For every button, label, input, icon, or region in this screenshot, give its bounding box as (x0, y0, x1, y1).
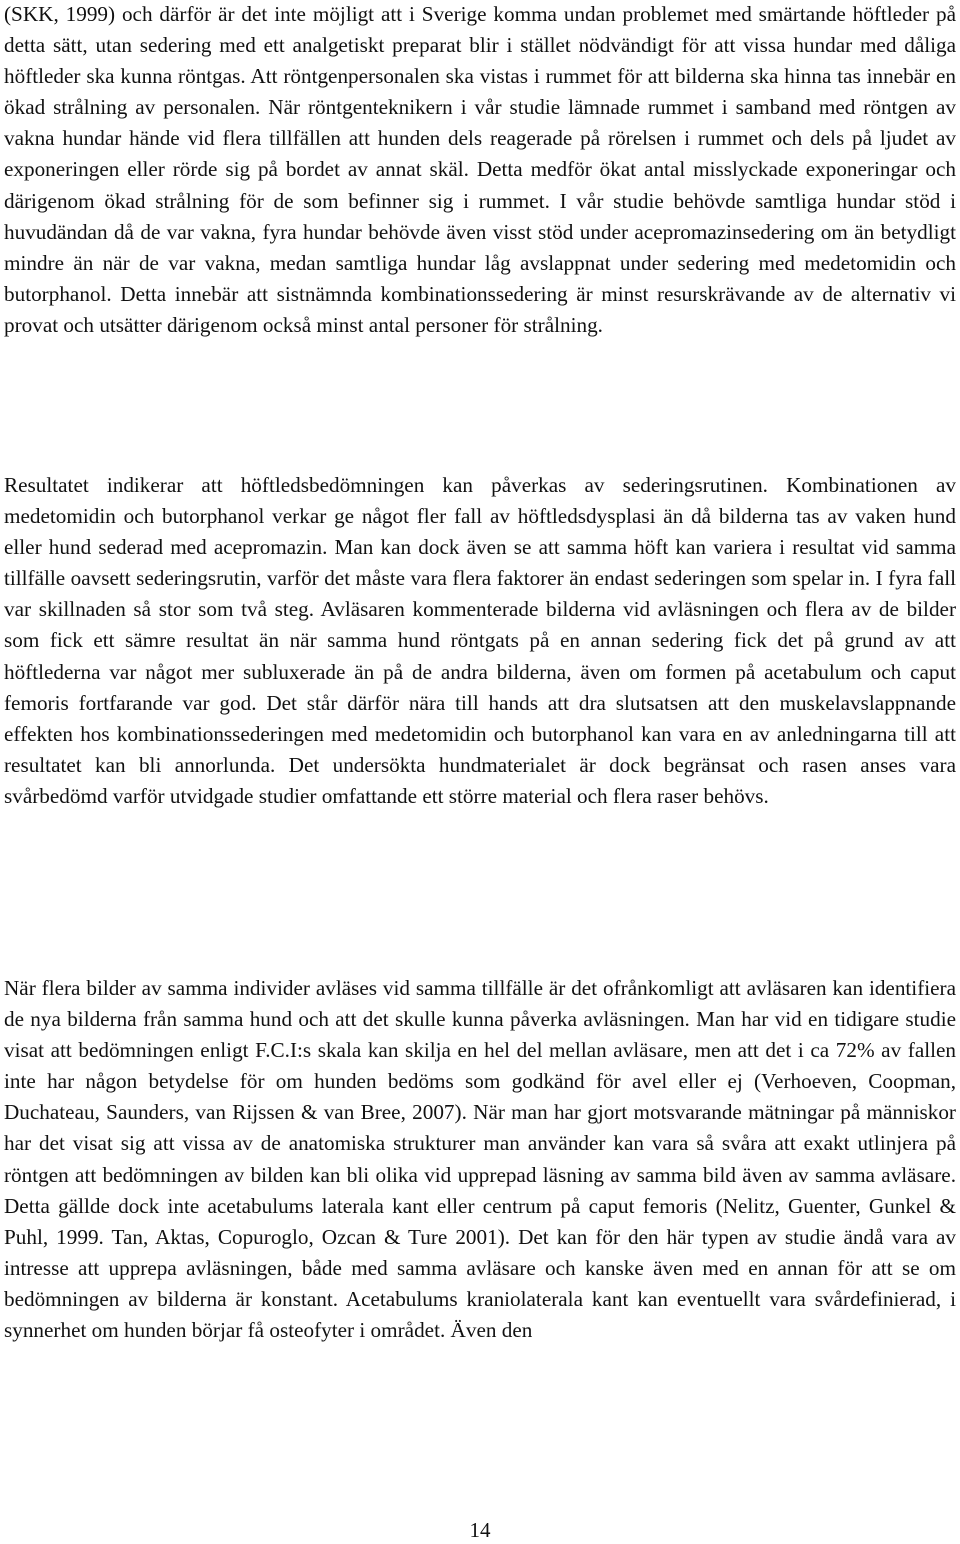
body-paragraph: Resultatet indikerar att höftledsbedömningen kan påverkas av sederingsrutinen. Kombinationen av medetomidin och butorphanol verkar ge något fler fall av höftledsdysplasi än då bilderna tas av vaken hund eller hund sederad med acepromazin. Man kan dock även se att samma höft kan variera i resultat vid samma tillfälle oavsett sederingsrutin, varför det måste vara flera faktorer än endast sederingen som spelar in. I fyra fall var skillnaden så stor som två steg. Avläsaren kommenterade bilderna vid avläsningen och flera av de bilder som fick ett sämre resultat än när samma hund röntgats på en annan sedering fick det på grund av att höftlederna var något mer subluxerade än på de andra bilderna, även om formen på acetabulum och caput femoris fortfarande var god. Det står därför nära till hands att dra slutsatsen att den muskelavslappnande effekten hos kombinationssederingen med medetomidin och butorphanol kan vara en av anledningarna till att resultatet kan bli annorlunda. Det undersökta hundmaterialet är dock begränsat och rasen anses vara svårbedömd varför utvidgade studier omfattande ett större material och flera raser behövs. (4, 473, 956, 808)
body-paragraph: När flera bilder av samma individer avläses vid samma tillfälle är det ofrånkomligt att avläsaren kan identifiera de nya bilderna från samma hund och att det skulle kunna påverka avläsningen. Man har vid en tidigare studie visat att bedömningen enligt F.C.I:s skala kan skilja en hel del mellan avläsare, men att det i ca 72% av fallen inte har någon betydelse för om hunden bedöms som godkänd för avel eller ej (Verhoeven, Coopman, Duchateau, Saunders, van Rijssen & van Bree, 2007). När man har gjort motsvarande mätningar på människor har det visat sig att vissa av de anatomiska strukturer man använder kan vara så svåra att exakt utlinjera på röntgen att bedömningen av bilden kan bli olika vid upprepad läsning av samma bild även av samma avläsare. Detta gällde dock inte acetabulums laterala kant eller centrum på caput femoris (Nelitz, Guenter, Gunkel & Puhl, 1999. Tan, Aktas, Copuroglo, Ozcan & Ture 2001). Det kan för den här typen av studie ändå vara av intresse att upprepa avläsningen, både med samma avläsare och kanske även med en annan för att se om bedömningen av bilderna är konstant. Acetabulums kraniolaterala kant kan eventuellt vara svårdefinierad, i synnerhet om hunden börjar få osteofyter i området. Även den (4, 976, 956, 1343)
page-number: 14 (469, 1518, 491, 1542)
body-paragraph: (SKK, 1999) och därför är det inte möjligt att i Sverige komma undan problemet med smärtande höftleder på detta sätt, utan sedering med ett analgetiskt preparat blir i stället nödvändigt för att vissa hundar med dåliga höftleder ska kunna röntgas. Att röntgenpersonalen ska vistas i rummet för att bilderna ska hinna tas innebär en ökad strålning av personalen. När röntgenteknikern i vår studie lämnade rummet i samband med röntgen av vakna hundar hände vid flera tillfällen att hunden dels reagerade på rörelsen i rummet och dels på ljudet av exponeringen eller rörde sig på bordet av annat skäl. Detta medför ökat antal misslyckade exponeringar och därigenom ökad strålning för de som befinner sig i rummet. I vår studie behövde samtliga hundar stöd i huvudändan då de var vakna, fyra hundar behövde även visst stöd under acepromazinsedering om än betydligt mindre än när de var vakna, medan samtliga hundar låg avslappnat under sedering med medetomidin och butorphanol. Detta innebär att sistnämnda kombinationssedering är minst resurskrävande av de alternativ vi provat och utsätter därigenom också minst antal personer för strålning. (4, 2, 956, 337)
